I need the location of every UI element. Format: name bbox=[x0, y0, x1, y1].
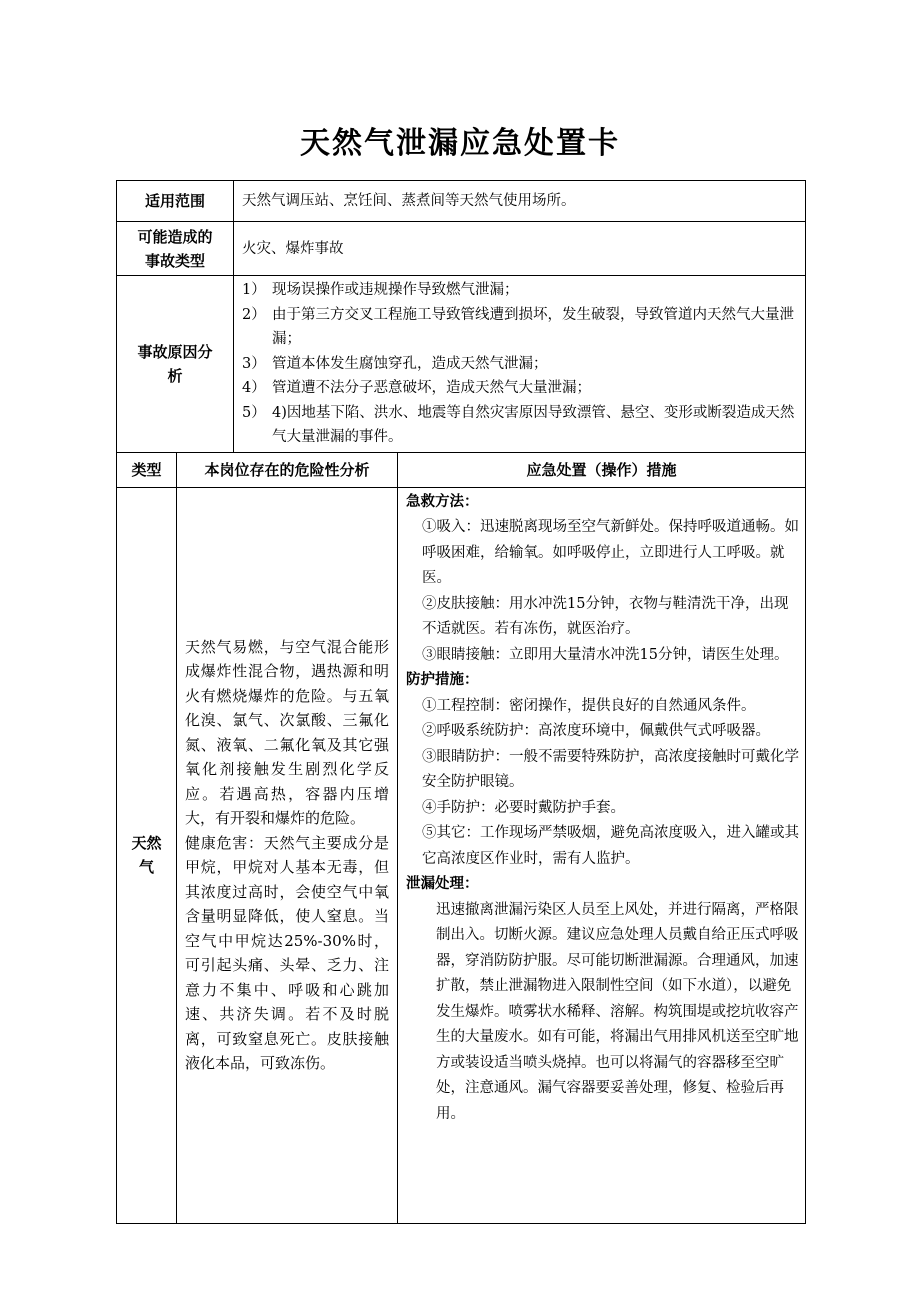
scope-label: 适用范围 bbox=[117, 181, 234, 222]
first-aid-item: ①吸入：迅速脱离现场至空气新鲜处。保持呼吸道通畅。如呼吸困难，给输氧。如呼吸停止，立即进行人工呼吸。就医。 bbox=[422, 519, 800, 586]
scope-row bbox=[117, 181, 806, 222]
header-measures: 应急处置（操作）措施 bbox=[398, 452, 806, 487]
row-type bbox=[117, 487, 177, 1223]
row-type-line2: 气 bbox=[138, 858, 154, 876]
header-type: 类型 bbox=[117, 452, 177, 487]
emergency-card-table bbox=[116, 180, 806, 1224]
accident-type-value: 火灾、爆炸事故 bbox=[234, 222, 806, 276]
protection-item: ①工程控制：密闭操作，提供良好的自然通风条件。 bbox=[422, 697, 756, 714]
protection-item: ④手防护：必要时戴防护手套。 bbox=[422, 799, 626, 816]
cause-item: 2） 由于第三方交叉工程施工导致管线遭到损坏，发生破裂，导致管道内天然气大量泄漏； bbox=[242, 306, 795, 347]
causes-row bbox=[117, 276, 806, 453]
row-type-line1: 天然 bbox=[131, 834, 162, 852]
emergency-measures bbox=[398, 487, 806, 1223]
leak-text: 迅速撤离泄漏污染区人员至上风处，并进行隔离，严格限制出入。切断火源。建议应急处理人员戴自给正压式呼吸器，穿消防防护服。尽可能切断泄漏源。合理通风，加速扩散，禁止泄漏物进入限制性空间（如下水道），以避免发生爆炸。喷雾状水稀释、溶解。构筑围堤或挖坑收容产生的大量废水。如有可能，将漏出气用排风机送至空旷地方或装设适当喷头烧掉。也可以将漏气的容器移至空旷处，注意通风。漏气容器要妥善处理，修复、检验后再用。 bbox=[436, 901, 799, 1122]
first-aid-item: ③眼睛接触：立即用大量清水冲洗15分钟，请医生处理。 bbox=[422, 646, 789, 663]
column-header-row bbox=[117, 452, 806, 487]
causes-list bbox=[234, 276, 806, 453]
accident-type-label-line1: 可能造成的 bbox=[137, 227, 213, 246]
first-aid-heading: 急救方法： bbox=[406, 493, 479, 510]
protection-heading: 防护措施： bbox=[406, 672, 479, 688]
protection-item: ③眼睛防护：一般不需要特殊防护，高浓度接触时可戴化学安全防护眼镜。 bbox=[422, 748, 800, 790]
first-aid-item: ②皮肤接触：用水冲洗15分钟，衣物与鞋清洗干净，出现不适就医。若有冻伤，就医治疗。 bbox=[422, 595, 789, 637]
protection-item: ②呼吸系统防护：高浓度环境中，佩戴供气式呼吸器。 bbox=[422, 723, 771, 739]
accident-type-row bbox=[117, 222, 806, 276]
causes-label-line1: 事故原因分 bbox=[137, 342, 213, 361]
cause-item: 3） 管道本体发生腐蚀穿孔，造成天然气泄漏； bbox=[242, 355, 548, 372]
leak-heading: 泄漏处理： bbox=[406, 876, 479, 892]
protection-item: ⑤其它：工作现场严禁吸烟，避免高浓度吸入，进入罐或其它高浓度区作业时，需有人监护。 bbox=[422, 825, 800, 867]
hazard-paragraph-fire: 天然气易燃，与空气混合能形成爆炸性混合物，遇热源和明火有燃烧爆炸的危险。与五氧化溴、氯气、次氯酸、三氟化氮、液氧、二氟化氧及其它强氧化剂接触发生剧烈化学反应。若遇高热，容器内压增大，有开裂和爆炸的危险。 bbox=[185, 637, 390, 827]
accident-type-label bbox=[117, 222, 234, 276]
hazard-analysis bbox=[177, 487, 398, 1223]
header-analysis: 本岗位存在的危险性分析 bbox=[177, 452, 398, 487]
hazard-paragraph-health: 健康危害：天然气主要成分是甲烷，甲烷对人基本无毒，但其浓度过高时，会使空气中氧含量明显降低，使人窒息。当空气中甲烷达25%-30%时，可引起头痛、头晕、乏力、注意力不集中、呼吸和心跳加速、共济失调。若不及时脱离，可致窒息死亡。皮肤接触液化本品，可致冻伤。 bbox=[185, 833, 390, 1072]
scope-value: 天然气调压站、烹饪间、蒸煮间等天然气使用场所。 bbox=[234, 181, 806, 222]
accident-type-label-line2: 事故类型 bbox=[145, 251, 206, 270]
natural-gas-row bbox=[117, 487, 806, 1223]
causes-label-line2: 析 bbox=[167, 366, 183, 385]
page-title: 天然气泄漏应急处置卡 bbox=[300, 126, 620, 161]
cause-item: 5） 4)因地基下陷、洪水、地震等自然灾害原因导致漂管、悬空、变形或断裂造成天然气大量泄漏的事件。 bbox=[242, 404, 795, 445]
cause-item: 4） 管道遭不法分子恶意破坏，造成天然气大量泄漏； bbox=[242, 380, 592, 396]
causes-label bbox=[117, 276, 234, 453]
cause-item: 1） 现场误操作或违规操作导致燃气泄漏； bbox=[242, 282, 519, 298]
